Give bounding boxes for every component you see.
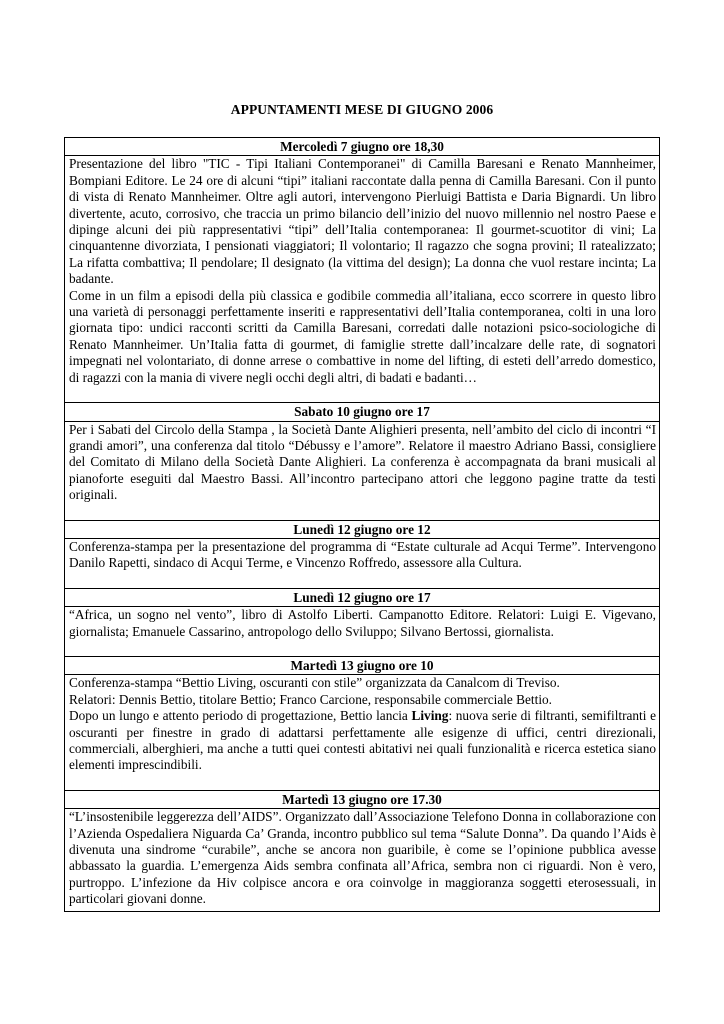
living-intro-text: Dopo un lungo e attento periodo di progettazione, Bettio lancia: [69, 708, 412, 724]
event-paragraph: “Africa, un sogno nel vento”, libro di Astolfo Liberti. Campanotto Editore. Relatori: Luigi E. Vigevano, giornalista; Emanuele Cassarino, antropologo dello Sviluppo; Silvano Bertossi, giornalista.: [69, 607, 656, 639]
event-header: Martedì 13 giugno ore 17.30: [65, 790, 660, 808]
event-description: [65, 156, 660, 403]
event-paragraph: Relatori: Dennis Bettio, titolare Bettio; Franco Carcione, responsabile commerciale Bettio.: [69, 691, 552, 707]
event-description: [65, 538, 660, 588]
event-body-row: [65, 675, 660, 790]
event-header: Lunedì 12 giugno ore 12: [65, 520, 660, 538]
event-body-row: [65, 538, 660, 588]
event-header-row: [65, 403, 660, 421]
event-paragraph: Come in un film a episodi della più classica e godibile commedia all’italiana, ecco scorrere in questo libro una varietà di personaggi perfettamente inseriti e rappresentativi dell’Italia contemporanea, colti in una loro giornata tipo: undici racconti scritti da Camilla Baresani, corredati dalle notazioni psico-sociologiche di Renato Mannheimer. Un’Italia fatta di gourmet, di famiglie strette dall’incalzare delle rate, di sognatori impegnati nel volontariato, di donne arrese o combattive in nome del lifting, di esteti dell’arredo domestico, di ragazzi con la mania di vivere negli occhi degli altri, di badati e badanti…: [69, 287, 656, 385]
event-body-row: [65, 607, 660, 657]
page-title: APPUNTAMENTI MESE DI GIUGNO 2006: [230, 102, 494, 117]
event-body-row: [65, 421, 660, 520]
event-body-row: [65, 809, 660, 911]
event-header: Sabato 10 giugno ore 17: [65, 403, 660, 421]
event-paragraph: Conferenza-stampa “Bettio Living, oscuranti con stile” organizzata da Canalcom di Treviso.: [69, 675, 560, 691]
event-header-row: [65, 790, 660, 808]
event-paragraph: [69, 708, 656, 774]
event-header: Mercoledì 7 giugno ore 18,30: [65, 138, 660, 156]
product-name-living: Living: [411, 708, 449, 724]
event-paragraph: Presentazione del libro "TIC - Tipi Italiani Contemporanei" di Camilla Baresani e Renato Mannheimer, Bompiani Editore. Le 24 ore di alcuni “tipi” italiani raccontate dalla penna di Camilla Baresani. Con il punto di vista di Renato Mannheimer. Oltre agli autori, intervengono Pierluigi Battista e Daria Bignardi. Un libro divertente, acuto, corrosivo, che traccia un primo bilancio dell’inizio del nuovo millennio nel nostro Paese e dipinge alcuni dei più rappresentativi “tipi” dell’Italia contemporanea: Il gourmet-scuotitor di vini; La cinquantenne divorziata, I pensionati viaggiatori; Il volontario; Il ragazzo che sogna provini; Il ratealizzato; La rifatta combattiva; Il pendolare; Il designato (la vittima del design); La donna che vuol restare incinta; La badante.: [69, 156, 656, 287]
event-description: [65, 607, 660, 657]
event-header-row: [65, 588, 660, 606]
event-paragraph: Conferenza-stampa per la presentazione del programma di “Estate culturale ad Acqui Terme”. Intervengono Danilo Rapetti, sindaco di Acqui Terme, e Vincenzo Roffredo, assessore alla Cultura.: [69, 538, 656, 571]
event-header-row: [65, 656, 660, 674]
event-description: [65, 675, 660, 790]
event-header: Martedì 13 giugno ore 10: [65, 656, 660, 674]
event-description: [65, 421, 660, 520]
living-rest-text: : nuova serie di filtranti, semifiltranti e oscuranti per finestre in grado di adattarsi perfettamente alle esigenze di uffici, centri direzionali, commerciali, alberghieri, ma anche a tutti quei contesti abitativi nei quali funzionalità e ricerca estetica siano elementi imprescindibili.: [69, 708, 656, 773]
event-paragraph: “L’insostenibile leggerezza dell’AIDS”. Organizzato dall’Associazione Telefono Donna in collaborazione con l’Azienda Ospedaliera Niguarda Ca’ Granda, incontro pubblico sul tema “Salute Donna”. Da quando l’Aids è divenuta una sindrome “curabile”, anche se ancora non guaribile, è come se l’opinione pubblica avesse abbassato la guardia. L’emergenza Aids sembra confinata all’Africa, sembra non ci riguardi. Non è vero, purtroppo. L’infezione da Hiv colpisce ancora e ora coinvolge in maggioranza soggetti eterosessuali, in particolari giovani donne.: [69, 809, 656, 907]
event-header-row: [65, 520, 660, 538]
events-table: [64, 137, 660, 912]
event-header: Lunedì 12 giugno ore 17: [65, 588, 660, 606]
event-header-row: [65, 138, 660, 156]
event-description: [65, 809, 660, 911]
event-body-row: [65, 156, 660, 403]
event-paragraph: Per i Sabati del Circolo della Stampa , la Società Dante Alighieri presenta, nell’ambito del ciclo di incontri “I grandi amori”, una conferenza dal titolo “Débussy e l’amore”. Relatore il maestro Adriano Bassi, consigliere del Comitato di Milano della Società Dante Alighieri. La conferenza è accompagnata da brani musicali al pianoforte eseguiti dal Maestro Bassi. All’incontro partecipano attori che leggono pagine tratte da testi originali.: [69, 421, 656, 503]
